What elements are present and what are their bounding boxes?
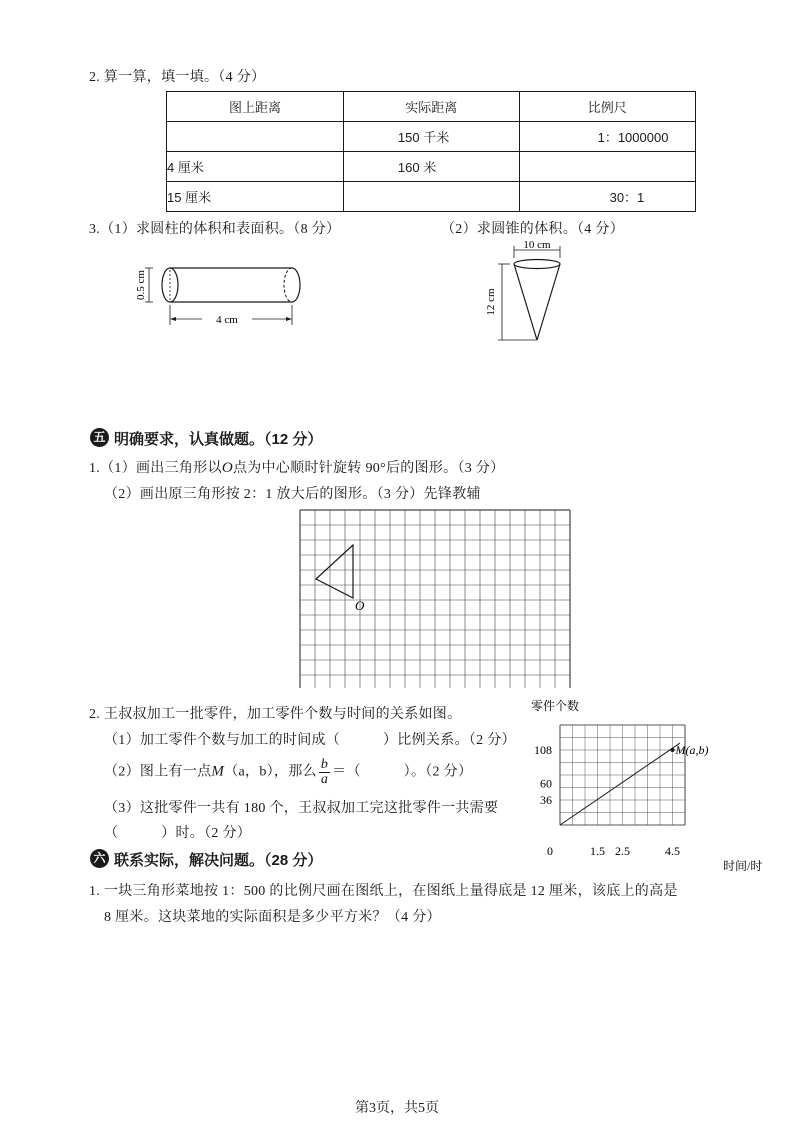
table-row (167, 122, 696, 152)
s5-q2-sub1: （1）加工零件个数与加工的时间成（ ）比例关系。（2 分） (104, 733, 516, 748)
s5-q1-line1 (89, 457, 504, 477)
cone-height-label: 12 cm (485, 288, 497, 316)
s5-q2-sub3-line1: （3）这批零件一共有 180 个，王叔叔加工完这批零件一共需要 (104, 801, 499, 816)
table-cell: 30：1 (609, 190, 645, 205)
q3-part2: （2）求圆锥的体积。（4 分） (441, 222, 624, 237)
s5-q1-line2: （2）画出原三角形按 2：1 放大后的图形。（3 分）先锋教辅 (104, 487, 481, 502)
fraction-numerator: b (320, 757, 329, 772)
s5-q2-sub2-text-a: （2）图上有一点 (104, 764, 212, 780)
s5-q2-sub3-line2: （ ）时。（2 分） (104, 826, 252, 841)
chart-y-tick-label: 108 (534, 743, 552, 757)
table-cell: 160 米 (397, 160, 437, 175)
cone-diameter-label: 10 cm (523, 239, 551, 251)
section-5-badge: 五 (90, 428, 109, 447)
section-5-title: 明确要求，认真做题。（12 分） (114, 431, 323, 448)
original-triangle (316, 545, 353, 598)
point-m-label: M (211, 763, 225, 780)
cylinder-figure (132, 255, 312, 335)
chart-x-tick-label: 4.5 (665, 844, 680, 858)
table-header-cell: 图上距离 (167, 92, 344, 122)
s5-q1-text-b: 点为中心顺时针旋转 90°后的图形。（3 分） (232, 461, 505, 476)
table-header-cell: 比例尺 (519, 92, 695, 122)
s6-q1-line1: 1. 一块三角形菜地按 1：500 的比例尺画在图纸上，在图纸上量得底是 12 厘米，该底上的高是 (89, 884, 678, 899)
parts-time-chart (525, 695, 785, 875)
table-cell: 1：1000000 (597, 130, 669, 145)
cylinder-length-label: 4 cm (216, 314, 238, 326)
q3-part1: 3.（1）求圆柱的体积和表面积。（8 分） (89, 222, 341, 237)
chart-x-tick-label: 0 (547, 844, 553, 858)
fraction-denominator: a (320, 772, 329, 787)
drawing-grid-area (298, 508, 572, 688)
s5-q2-sub2-text-c: ＝（ ）。（2 分） (332, 764, 473, 780)
s5-q2-intro: 2. 王叔叔加工一批零件，加工零件个数与时间的关系如图。 (89, 707, 462, 722)
chart-y-tick-label: 60 (540, 776, 552, 791)
drawing-grid[interactable] (300, 510, 570, 688)
page-footer: 第3页，共5页 (355, 1101, 439, 1116)
grid-point-o-label: O (355, 598, 365, 613)
s5-q1-text-a: 1.（1）画出三角形以 (89, 461, 222, 476)
cylinder-diameter-label: 0.5 cm (135, 270, 147, 300)
table-header-row (167, 92, 696, 122)
s6-q1-line2: 8 厘米。这块菜地的实际面积是多少平方米？（4 分） (104, 910, 441, 925)
chart-point-m-label: M(a,b) (675, 743, 709, 757)
s5-q2-sub2 (104, 758, 472, 787)
b-over-a-fraction (319, 758, 330, 787)
scale-table (166, 91, 696, 212)
table-cell: 150 千米 (397, 130, 450, 145)
section-6-badge: 六 (90, 849, 109, 868)
q2-title: 2. 算一算，填一填。（4 分） (89, 70, 266, 85)
section-6-title: 联系实际，解决问题。（28 分） (114, 852, 323, 869)
chart-x-tick-label: 1.5 (590, 844, 605, 858)
table-cell-blank[interactable] (167, 122, 344, 152)
point-o-label: O (221, 460, 233, 476)
table-cell: 15 厘米 (167, 182, 344, 212)
table-row (167, 182, 696, 212)
chart-x-tick-label: 2.5 (615, 844, 630, 858)
table-header-cell: 实际距离 (343, 92, 519, 122)
s5-q2-sub2-text-b: （a，b），那么 (224, 764, 317, 780)
chart-x-axis-label: 时间/时 (723, 859, 763, 873)
cone-figure (482, 236, 582, 348)
table-cell: 4 厘米 (167, 152, 344, 182)
table-row (167, 152, 696, 182)
chart-y-axis-label: 零件个数 (531, 699, 580, 713)
chart-grid (560, 725, 685, 825)
chart-point-m (671, 748, 675, 752)
chart-y-tick-label: 36 (540, 793, 552, 807)
